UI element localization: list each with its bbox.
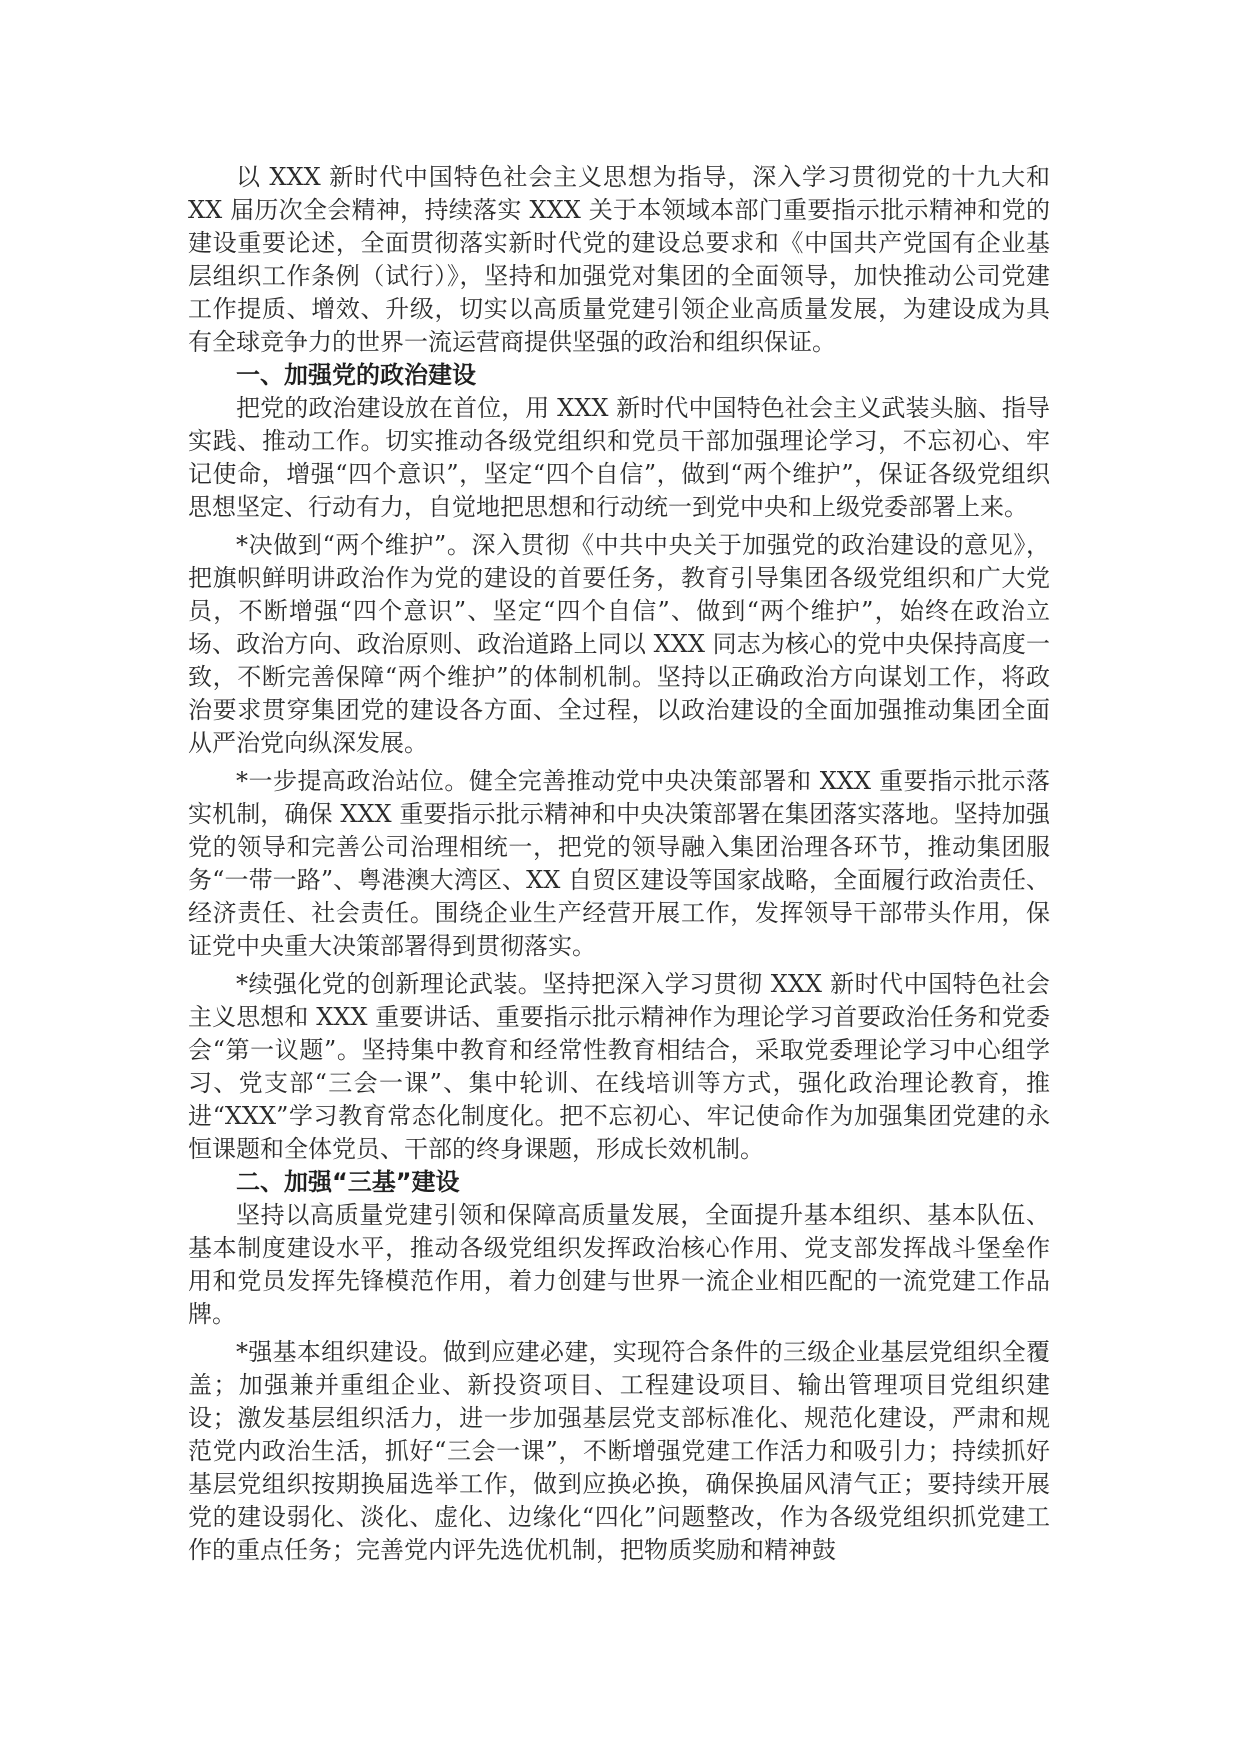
intro-paragraph: 以 XXX 新时代中国特色社会主义思想为指导，深入学习贯彻党的十九大和 XX 届历次全会精神，持续落实 XXX 关于本领域本部门重要指示批示精神和党的建设重要论述，全面贯彻落实新时代党的建设总要求和《中国共产党国有企业基层组织工作条例（试行）》，坚持和加强党对集团的全面领导，加快推动公司党建工作提质、增效、升级，切实以高质量党建引领企业高质量发展，为建设成为具有全球竞争力的世界一流运营商提供坚强的政治和组织保证。 — [188, 163, 1050, 356]
section-1-paragraph-3: *一步提高政治站位。健全完善推动党中央决策部署和 XXX 重要指示批示落实机制，确保 XXX 重要指示批示精神和中央决策部署在集团落实落地。坚持加强党的领导和完善公司治理相统一，把党的领导融入集团治理各环节，推动集团服务“一带一路”、粤港澳大湾区、XX 自贸区建设等国家战略，全面履行政治责任、经济责任、社会责任。围绕企业生产经营开展工作，发挥领导干部带头作用，保证党中央重大决策部署得到贯彻落实。 — [188, 767, 1050, 960]
section-2-paragraph-1: 坚持以高质量党建引领和保障高质量发展，全面提升基本组织、基本队伍、基本制度建设水平，推动各级党组织发挥政治核心作用、党支部发挥战斗堡垒作用和党员发挥先锋模范作用，着力创建与世界一流企业相匹配的一流党建工作品牌。 — [188, 1201, 1050, 1328]
section-1-paragraph-1: 把党的政治建设放在首位，用 XXX 新时代中国特色社会主义武装头脑、指导实践、推动工作。切实推动各级党组织和党员干部加强理论学习，不忘初心、牢记使命，增强“四个意识”，坚定“四个自信”，做到“两个维护”，保证各级党组织思想坚定、行动有力，自觉地把思想和行动统一到党中央和上级党委部署上来。 — [188, 394, 1050, 521]
section-heading-1: 一、加强党的政治建设 — [236, 361, 476, 389]
section-heading-2: 二、加强“三基”建设 — [236, 1168, 460, 1196]
document-page — [188, 161, 1050, 1567]
section-1-paragraph-4: *续强化党的创新理论武装。坚持把深入学习贯彻 XXX 新时代中国特色社会主义思想和 XXX 重要讲话、重要指示批示精神作为理论学习首要政治任务和党委会“第一议题”。坚持集中教育和经常性教育相结合，采取党委理论学习中心组学习、党支部“三会一课”、集中轮训、在线培训等方式，强化政治理论教育，推进“XXX”学习教育常态化制度化。把不忘初心、牢记使命作为加强集团党建的永恒课题和全体党员、干部的终身课题，形成长效机制。 — [188, 970, 1050, 1163]
section-1-paragraph-2: *决做到“两个维护”。深入贯彻《中共中央关于加强党的政治建设的意见》，把旗帜鲜明讲政治作为党的建设的首要任务，教育引导集团各级党组织和广大党员，不断增强“四个意识”、坚定“四个自信”、做到“两个维护”，始终在政治立场、政治方向、政治原则、政治道路上同以 XXX 同志为核心的党中央保持高度一致，不断完善保障“两个维护”的体制机制。坚持以正确政治方向谋划工作，将政治要求贯穿集团党的建设各方面、全过程，以政治建设的全面加强推动集团全面从严治党向纵深发展。 — [188, 531, 1050, 757]
section-2-paragraph-2: *强基本组织建设。做到应建必建，实现符合条件的三级企业基层党组织全覆盖；加强兼并重组企业、新投资项目、工程建设项目、输出管理项目党组织建设；激发基层组织活力，进一步加强基层党支部标准化、规范化建设，严肃和规范党内政治生活，抓好“三会一课”，不断增强党建工作活力和吸引力；持续抓好基层党组织按期换届选举工作，做到应换必换，确保换届风清气正；要持续开展党的建设弱化、淡化、虚化、边缘化“四化”问题整改，作为各级党组织抓党建工作的重点任务；完善党内评先选优机制，把物质奖励和精神鼓 — [188, 1338, 1050, 1564]
